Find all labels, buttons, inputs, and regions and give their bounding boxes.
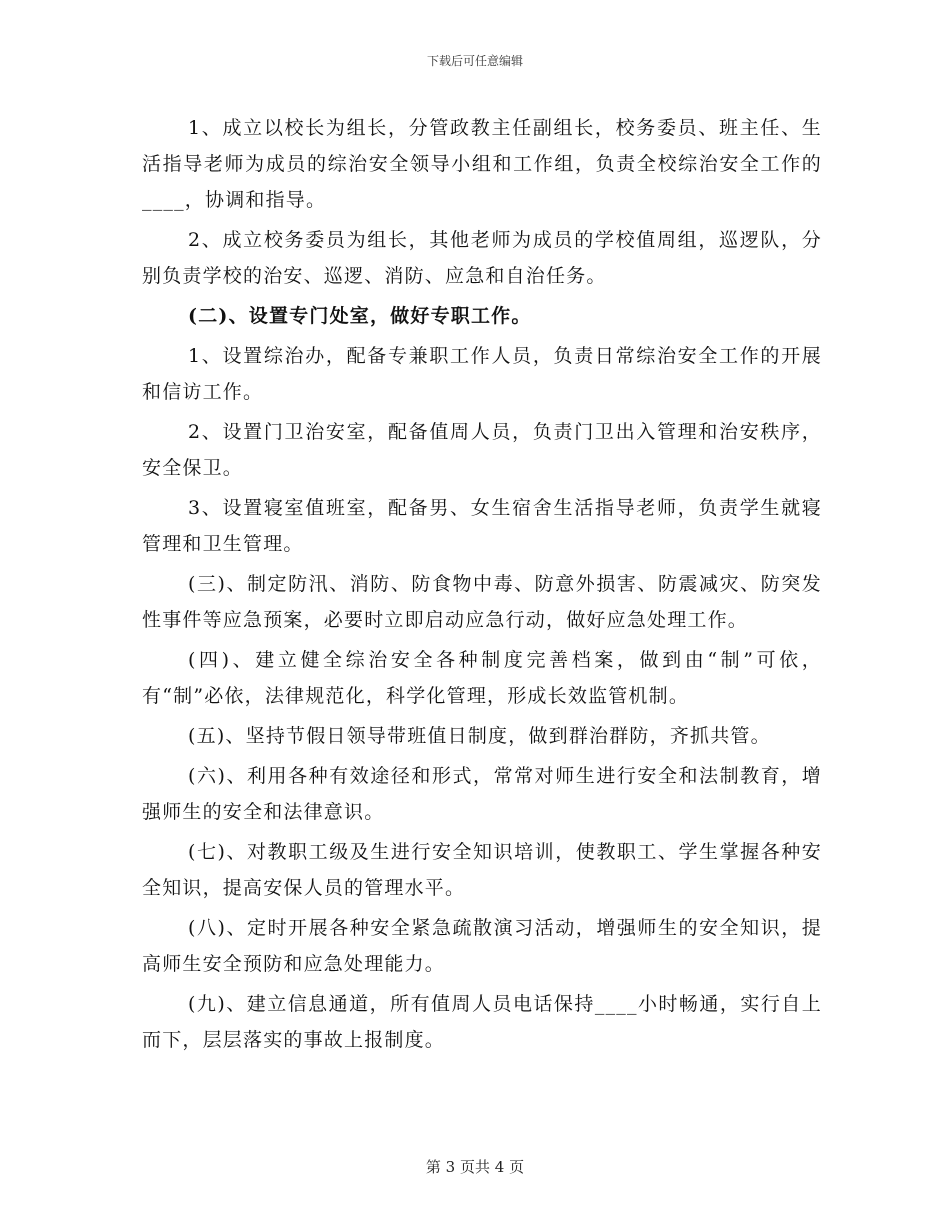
- paragraph-2: 2、成立校务委员为组长，其他老师为成员的学校值周组，巡逻队，分别负责学校的治安、巡逻、消防、应急和自治任务。: [142, 229, 822, 287]
- paragraph-4: 2、设置门卫治安室，配备值周人员，负责门卫出入管理和治安秩序，安全保卫。: [142, 421, 822, 479]
- page-footer: 第 3 页共 4 页: [425, 1158, 525, 1176]
- paragraph-section-8: (八)、定时开展各种安全紧急疏散演习活动，增强师生的安全知识，提高师生安全预防和应急处理能力。: [142, 917, 822, 975]
- paragraph-section-9: (九)、建立信息通道，所有值周人员电话保持____小时畅通，实行自上而下，层层落实的事故上报制度。: [142, 993, 822, 1051]
- paragraph-section-3: (三)、制定防汛、消防、防食物中毒、防意外损害、防震减灾、防突发性事件等应急预案，必要时立即启动应急行动，做好应急处理工作。: [142, 573, 822, 631]
- paragraph-5: 3、设置寝室值班室，配备男、女生宿舍生活指导老师，负责学生就寝管理和卫生管理。: [142, 497, 822, 555]
- paragraph-1: 1、成立以校长为组长，分管政教主任副组长，校务委员、班主任、生活指导老师为成员的综治安全领导小组和工作组，负责全校综治安全工作的____，协调和指导。: [142, 117, 822, 211]
- paragraph-section-4: (四)、建立健全综治安全各种制度完善档案，做到由“制”可依，有“制”必依，法律规范化，科学化管理，形成长效监管机制。: [142, 649, 822, 707]
- paragraph-section-6: (六)、利用各种有效途径和形式，常常对师生进行安全和法制教育，增强师生的安全和法律意识。: [142, 765, 822, 823]
- paragraph-section-7: (七)、对教职工级及生进行安全知识培训，使教职工、学生掌握各种安全知识，提高安保人员的管理水平。: [142, 841, 822, 899]
- page-header: 下载后可任意编辑: [426, 54, 523, 68]
- paragraph-3: 1、设置综治办，配备专兼职工作人员，负责日常综治安全工作的开展和信访工作。: [142, 345, 822, 403]
- section-heading-2: (二)、设置专门处室，做好专职工作。: [188, 305, 532, 327]
- document-body: [142, 110, 822, 1062]
- paragraph-section-5: (五)、坚持节假日领导带班值日制度，做到群治群防，齐抓共管。: [188, 725, 771, 747]
